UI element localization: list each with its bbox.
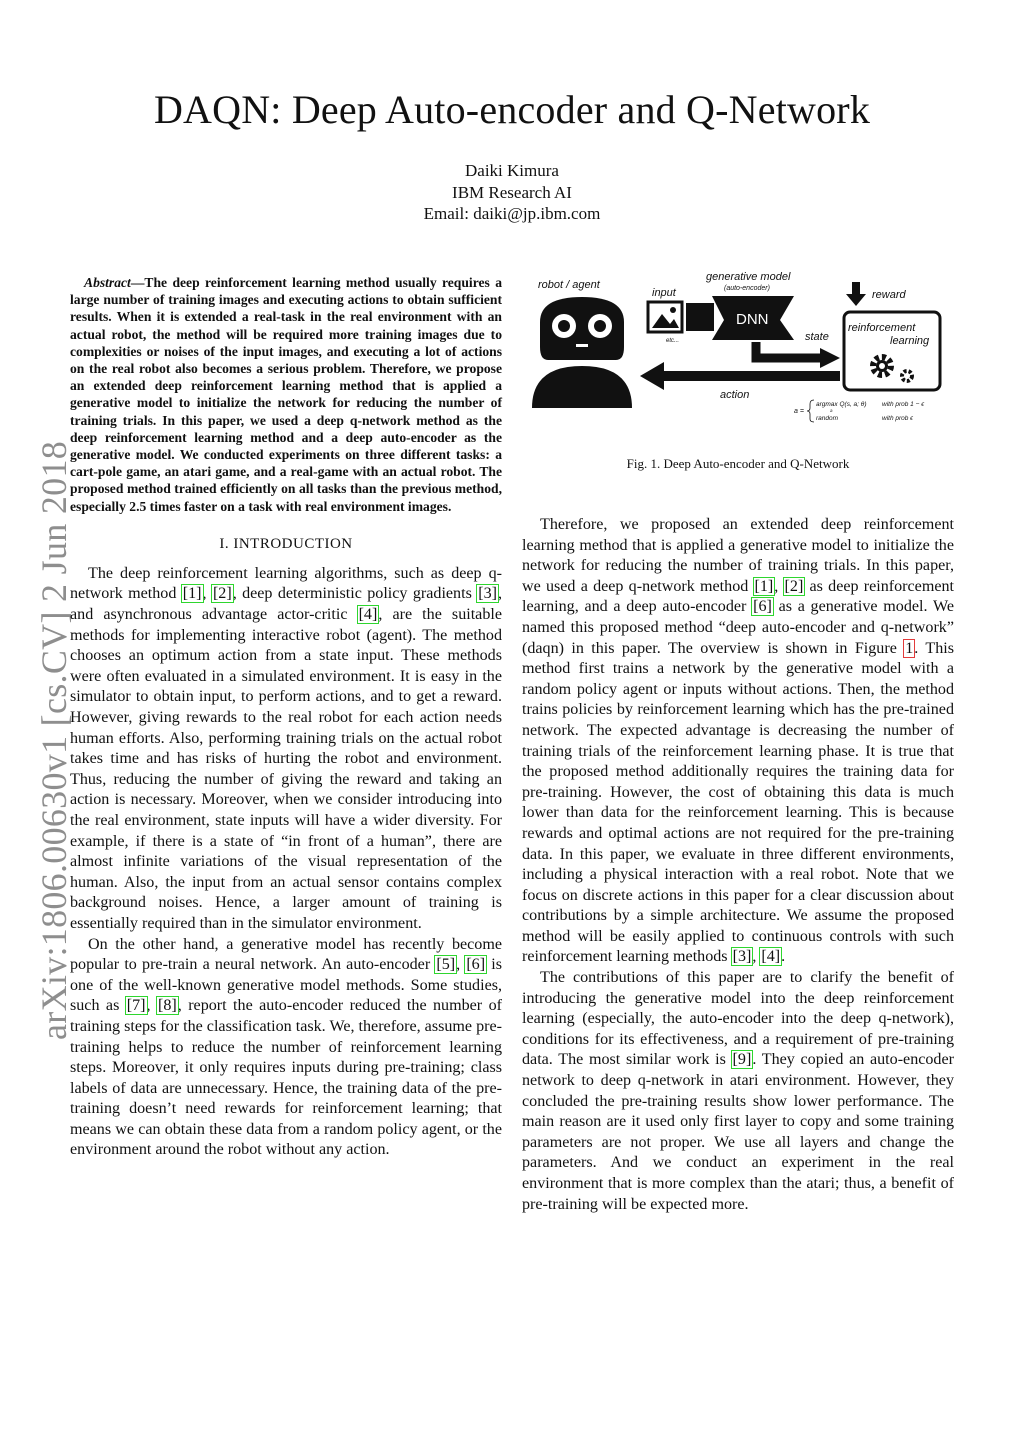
svg-text:a =: a = <box>794 408 804 415</box>
citation-link[interactable]: [3] <box>478 585 497 603</box>
intro-paragraph-2: On the other hand, a generative model has recently become popular to pre-train a neural network. An auto-encoder [5], [6] is one of the well-known generative model methods. Some studies, such as [7], [8], report the auto-encoder reduced the number of training steps for the classification task. We, therefore, assume pre-training helps to reduce the number of reinforcement learning steps. Moreover, it only requires inputs during pre-training; class labels of data are unnecessary. Hence, the training data of the pre-training doesn’t need rewards for reinforcement learning; that means we can obtain these data from a random policy agent, or the environment around the robot without any action. <box>70 935 503 1159</box>
citation-link[interactable]: [6] <box>753 598 772 616</box>
author-name: Daiki Kimura <box>465 161 559 180</box>
rl-label-1: reinforcement <box>848 322 916 334</box>
abstract-text: —The deep reinforcement learning method usually requires a large number of training images and executing actions to obtain sufficient results. When it is extended a real-task in the real environment with an actual robot, the method will be required more training images due to complexities or noises of the input images, and executing a lot of actions on the real robot also becomes a serious problem. Therefore, we propose an extended deep reinforcement learning method that is applied a generative model to initialize the network for reducing the number of training trials. In this paper, we used a deep q-network method as the deep reinforcement learning method and a deep auto-encoder as the generative model. We conducted experiments on three different tasks: a cart-pole game, an atari game, and a real-game with an actual robot. The proposed method trained efficiently on all tasks than the previous method, especially 2.5 times faster on a task with real environment images. <box>70 275 502 514</box>
citation-link[interactable]: [3] <box>732 948 752 966</box>
arxiv-watermark: arXiv:1806.00630v1 [cs.CV] 2 Jun 2018 <box>34 440 74 1040</box>
abstract <box>70 274 502 515</box>
generative-model-label: generative model <box>706 271 791 283</box>
robot-label: robot / agent <box>538 279 600 291</box>
svg-text:with prob 1 − ϵ: with prob 1 − ϵ <box>882 401 925 408</box>
citation-link[interactable]: [4] <box>358 606 378 624</box>
citation-link[interactable]: [2] <box>784 577 804 595</box>
dnn-label: DNN <box>736 311 769 328</box>
citation-link[interactable]: [1] <box>182 585 202 603</box>
author-email: Email: daiki@jp.ibm.com <box>423 204 601 223</box>
citation-link[interactable]: [6] <box>466 956 486 974</box>
state-arrow <box>756 342 824 358</box>
figure-reference-link[interactable]: 1 <box>905 639 914 657</box>
reward-arrow <box>846 294 866 306</box>
etc-label: etc... <box>666 338 680 344</box>
intro-paragraph-4: The contributions of this paper are to clarify the benefit of introducing the generative model into the deep reinforcement learning (especially, the auto-encoder into the deep q-network), conditions for its effectiveness, and a requirement of pre-training data. The most similar work is [9]. They copied an auto-encoder network to deep q-network in atari environment. However, they concluded the pre-training results show lower performance. The main reason are it used only first layer to copy and some training parameters are not proper. We use all layers and change the parameters. And we conduct an experiment in the real environment that is more complex than the atari; thus, a benefit of pre-training will be expected more. <box>522 969 954 1213</box>
citation-link[interactable]: [8] <box>157 997 177 1015</box>
citation-link[interactable]: [1] <box>754 577 774 595</box>
citation-link[interactable]: [2] <box>212 585 232 603</box>
figure-caption: Fig. 1. Deep Auto-encoder and Q-Network <box>626 456 850 471</box>
author-affiliation: IBM Research AI <box>452 183 572 202</box>
intro-paragraph-3: Therefore, we proposed an extended deep reinforcement learning method that is applied a generative model to initialize the network for reducing the number of training trials. In this paper, we used a deep q-network method [1], [2] as deep reinforcement learning, and a deep auto-encoder [6] as a generative model. We named this proposed method “deep auto-encoder and q-network” (daqn) in this paper. The overview is shown in Figure 1. This method first trains a network by the generative model with a random policy agent or inputs without actions. Then, the method trains policies by reinforcement learning which has the pre-trained network. The expected advantage is decreasing the number of training trials of the reinforcement learning phase. It is true that the proposed method additionally requires the training data for pre-training. However, the cost of obtaining this data is much lower than data for the reinforcement learning. This is because rewards and optimal actions are not required for the pre-training data. In this paper, we evaluate in three different environments, including a physical interaction with a real robot. Note that we focus on discrete actions in this paper for a clear discussion about contributions by a simple architecture. We assume the proposed method will be easily applied to continuous controls with such reinforcement learning methods [3], [4]. <box>522 516 955 966</box>
action-equation <box>794 400 924 422</box>
left-column <box>70 274 502 1161</box>
generative-model-sub: (auto-encoder) <box>724 285 770 292</box>
intro-paragraph-1: The deep reinforcement learning algorithms, such as deep q-network method [1], [2], deep deterministic policy gradients [3], and asynchronous advantage actor-critic [4], are the suitable methods for implementing interactive robot (agent). The method chooses an optimum action from a state input. These methods were often evaluated in a simulated environment. It is easy in the simulator to obtain input, to perform actions, and to get a reward. However, giving rewards to the real robot for each action needs human efforts. Also, performing training trials on the actual robot takes time and has risks of hurting the robot and environment. Thus, reducing the number of giving the reward and taking an action is necessary. Moreover, when we consider introducing into the real environment, state inputs will have a wider diversity. For example, if there is a state of “in front of a human”, there are almost infinite variations of the visual representation of the human. Also, the input from an actual sensor contains complex background noises. Hence, a larger amount of training is essentially required than in the simulator environment. <box>70 564 503 932</box>
citation-link[interactable]: [4] <box>761 948 781 966</box>
citation-link[interactable]: [7] <box>126 997 146 1015</box>
right-column <box>522 515 954 1215</box>
reward-label: reward <box>872 289 906 301</box>
action-label: action <box>720 389 750 401</box>
robot-icon <box>532 297 632 408</box>
action-arrow <box>662 371 840 381</box>
svg-text:with prob ϵ: with prob ϵ <box>882 415 914 422</box>
image-icon <box>648 302 682 332</box>
svg-text:random: random <box>816 415 839 422</box>
input-label: input <box>652 287 676 299</box>
paper-title: DAQN: Deep Auto-encoder and Q-Network <box>153 87 871 132</box>
citation-link[interactable]: [5] <box>436 956 456 974</box>
svg-text:argmax Q(s, a; θ): argmax Q(s, a; θ) <box>816 401 867 408</box>
figure-1 <box>522 262 954 440</box>
figure-diagram <box>522 262 954 440</box>
section-heading-introduction: I. INTRODUCTION <box>219 535 353 552</box>
citation-link[interactable]: [9] <box>732 1051 752 1069</box>
abstract-lead: Abstract <box>84 275 131 290</box>
rl-label-2: learning <box>890 335 930 347</box>
state-label: state <box>805 331 829 343</box>
svg-text:a: a <box>830 408 833 413</box>
